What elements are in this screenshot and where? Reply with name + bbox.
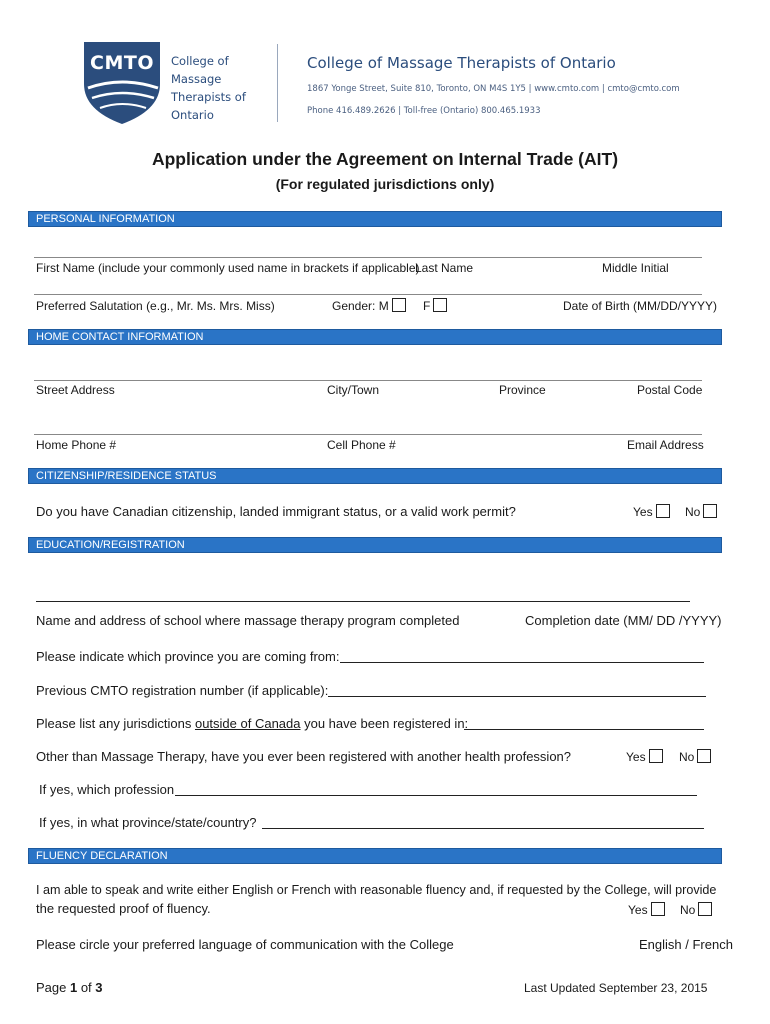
province-from-label: Please indicate which province you are coming from: [36,649,340,664]
personal-salutation-line [34,294,702,295]
jurisdictions-text-end: you have been registered in: [300,716,469,731]
org-phone: Phone 416.489.2626 | Toll-free (Ontario) 800.465.1933 [307,106,541,116]
page-subtitle: (For regulated jurisdictions only) [275,176,495,192]
fluency-yes-checkbox[interactable] [651,902,665,916]
which-profession-line[interactable] [175,795,697,796]
school-label: Name and address of school where massage therapy program completed [36,613,460,628]
org-address: 1867 Yonge Street, Suite 810, Toronto, ON M4S 1Y5 | www.cmto.com | cmto@cmto.com [307,84,680,94]
fluency-yes-field [628,902,665,917]
which-profession-label: If yes, which profession [39,782,175,797]
cell-phone-label: Cell Phone # [327,438,396,452]
logo-line: Ontario [171,108,214,122]
other-prof-no-checkbox[interactable] [697,749,711,763]
other-prof-no-label: No [679,750,695,764]
last-updated: Last Updated September 23, 2015 [524,981,708,995]
page-number [36,980,103,995]
gender-female-label: F [423,299,431,313]
gender-label: Gender: M [332,299,389,313]
org-name: College of Massage Therapists of Ontario [307,54,616,72]
city-label: City/Town [327,383,380,397]
other-prof-yes-label: Yes [626,750,646,764]
logo-line: College of [171,54,229,68]
page-number-of: of [77,980,96,995]
last-name-label: Last Name [415,261,474,275]
which-place-label: If yes, in what province/state/country? [39,815,257,830]
language-options[interactable]: English / French [639,937,733,952]
province-label: Province [499,383,546,397]
completion-date-label: Completion date (MM/ DD /YYYY) [525,613,722,628]
personal-name-line [34,257,702,258]
fluency-statement-line1: I am able to speak and write either English or French with reasonable fluency and, if requested by the College, will provide [36,883,717,897]
home-address-line [34,380,702,381]
salutation-label: Preferred Salutation (e.g., Mr. Ms. Mrs. Miss) [36,299,275,313]
logo-badge-text: CMTO [90,52,154,74]
logo [80,38,164,126]
gender-field [332,298,406,313]
citizenship-yes-label: Yes [633,505,653,519]
header-divider [277,44,278,122]
gender-male-checkbox[interactable] [392,298,406,312]
citizenship-no-field [685,504,717,519]
gender-female-field [423,298,447,313]
email-label: Email Address [627,438,704,452]
fluency-no-field [680,902,712,917]
citizenship-no-checkbox[interactable] [703,504,717,518]
prev-registration-label: Previous CMTO registration number (if applicable): [36,683,329,698]
province-from-line[interactable] [340,662,704,663]
postal-code-label: Postal Code [637,383,703,397]
citizenship-yes-field [633,504,670,519]
section-education: EDUCATION/REGISTRATION [28,537,722,553]
language-question: Please circle your preferred language of communication with the College [36,937,454,952]
page-number-current: 1 [69,980,78,995]
gender-female-checkbox[interactable] [433,298,447,312]
fluency-no-label: No [680,903,696,917]
fluency-statement-line2: the requested proof of fluency. [36,901,211,916]
street-address-label: Street Address [36,383,115,397]
other-prof-no-field [679,749,711,764]
middle-initial-label: Middle Initial [602,261,669,275]
logo-wordmark [171,52,246,124]
prev-registration-line[interactable] [328,696,706,697]
section-fluency: FLUENCY DECLARATION [28,848,722,864]
other-prof-yes-field [626,749,663,764]
logo-line: Massage [171,72,222,86]
citizenship-yes-checkbox[interactable] [656,504,670,518]
other-profession-question: Other than Massage Therapy, have you ever been registered with another health profession? [36,749,572,764]
section-personal-information: PERSONAL INFORMATION [28,211,722,227]
page-number-prefix: Page [36,980,70,995]
dob-label: Date of Birth (MM/DD/YYYY) [563,299,718,313]
home-phone-line [34,434,702,435]
fluency-no-checkbox[interactable] [698,902,712,916]
jurisdictions-line[interactable] [464,729,704,730]
section-citizenship: CITIZENSHIP/RESIDENCE STATUS [28,468,722,484]
which-place-line[interactable] [262,828,704,829]
page-title: Application under the Agreement on Internal Trade (AIT) [151,149,619,169]
school-line[interactable] [36,601,690,602]
home-phone-label: Home Phone # [36,438,117,452]
page-number-total: 3 [95,980,103,995]
logo-line: Therapists of [171,90,246,104]
citizenship-question: Do you have Canadian citizenship, landed immigrant status, or a valid work permit? [36,504,516,519]
first-name-label: First Name (include your commonly used name in brackets if applicable) [36,261,420,275]
jurisdictions-label [36,716,468,731]
citizenship-no-label: No [685,505,701,519]
other-prof-yes-checkbox[interactable] [649,749,663,763]
fluency-yes-label: Yes [628,903,648,917]
section-home-contact: HOME CONTACT INFORMATION [28,329,722,345]
jurisdictions-text: Please list any jurisdictions [36,716,195,731]
jurisdictions-underlined: outside of Canada [194,716,301,731]
